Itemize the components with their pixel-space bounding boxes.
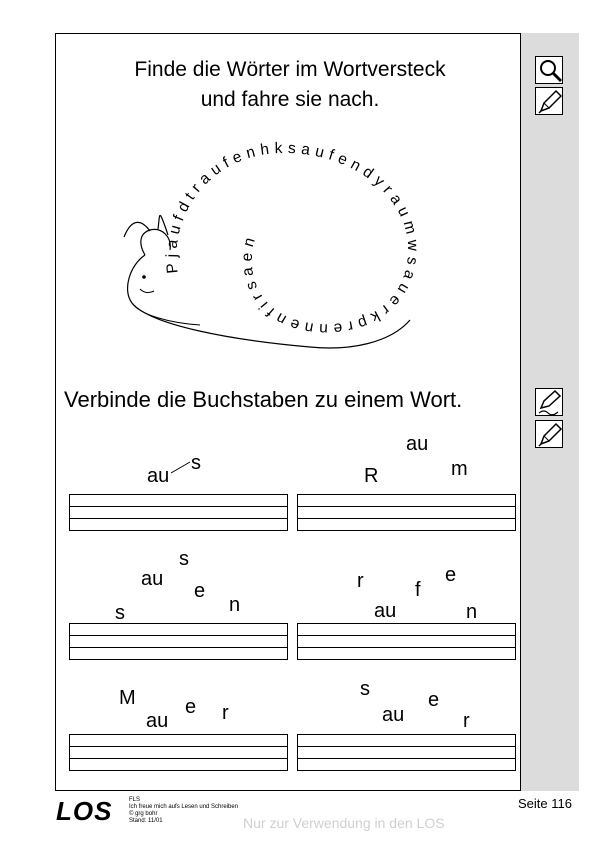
instruction-title-line1: Finde die Wörter im Wortversteck: [134, 58, 446, 81]
footer-date: Stand: 11/01: [129, 818, 163, 824]
writing-lines[interactable]: [69, 623, 288, 660]
footer-copyright: © grg bohr: [129, 811, 158, 817]
writing-lines[interactable]: [69, 734, 288, 771]
footer-series: FLS: [129, 797, 141, 803]
letter-fragment: e: [428, 689, 440, 711]
instruction-connect-letters: Verbinde die Buchstaben zu einem Wort.: [64, 387, 463, 412]
letter-fragment: n: [466, 601, 478, 623]
letter-fragment: e: [194, 580, 206, 602]
snail-spiral-illustration: [110, 125, 430, 365]
pencil-write-icon: [535, 388, 563, 416]
letter-fragment: au: [406, 433, 429, 455]
letter-fragment: M: [119, 687, 136, 709]
svg-text:Pjaufdtraufenhksaufendyraumwsa: [163, 140, 421, 337]
letter-fragment: au: [147, 465, 170, 487]
letter-fragment: s: [360, 678, 370, 700]
letter-fragment: r: [463, 710, 470, 732]
page-number: Seite 116: [518, 796, 572, 811]
letter-fragment: au: [382, 704, 405, 726]
letter-fragment: n: [229, 594, 241, 616]
letter-fragment: au: [146, 710, 169, 732]
writing-lines[interactable]: [297, 623, 516, 660]
letter-fragment: au: [374, 600, 397, 622]
pencil-icon: [535, 87, 563, 115]
writing-lines[interactable]: [69, 494, 288, 531]
writing-lines[interactable]: [297, 734, 516, 771]
letter-fragment: r: [222, 702, 229, 724]
writing-lines[interactable]: [297, 494, 516, 531]
letter-fragment: R: [364, 465, 379, 487]
letter-fragment: f: [415, 579, 421, 601]
letter-fragment: m: [451, 458, 468, 480]
instruction-title-line2: und fahre sie nach.: [200, 88, 380, 111]
letter-fragment: s: [191, 452, 201, 474]
footer-book-title: Ich freue mich aufs Lesen und Schreiben: [129, 804, 239, 810]
letter-fragment: s: [115, 602, 125, 624]
pencil-icon: [535, 420, 563, 448]
letter-fragment: e: [185, 696, 197, 718]
los-logo: LOS: [56, 796, 113, 826]
magnifier-icon: [535, 56, 563, 84]
letter-fragment: e: [445, 564, 457, 586]
spiral-word-search: Pjaufdtraufenhksaufendyraumwsauerkprennenfirsaen: [163, 139, 422, 338]
connector-stroke: [170, 460, 192, 474]
letter-fragment: s: [179, 548, 189, 570]
letter-fragment: au: [141, 568, 164, 590]
usage-watermark: Nur zur Verwendung in den LOS: [243, 815, 445, 831]
letter-fragment: r: [357, 570, 364, 592]
